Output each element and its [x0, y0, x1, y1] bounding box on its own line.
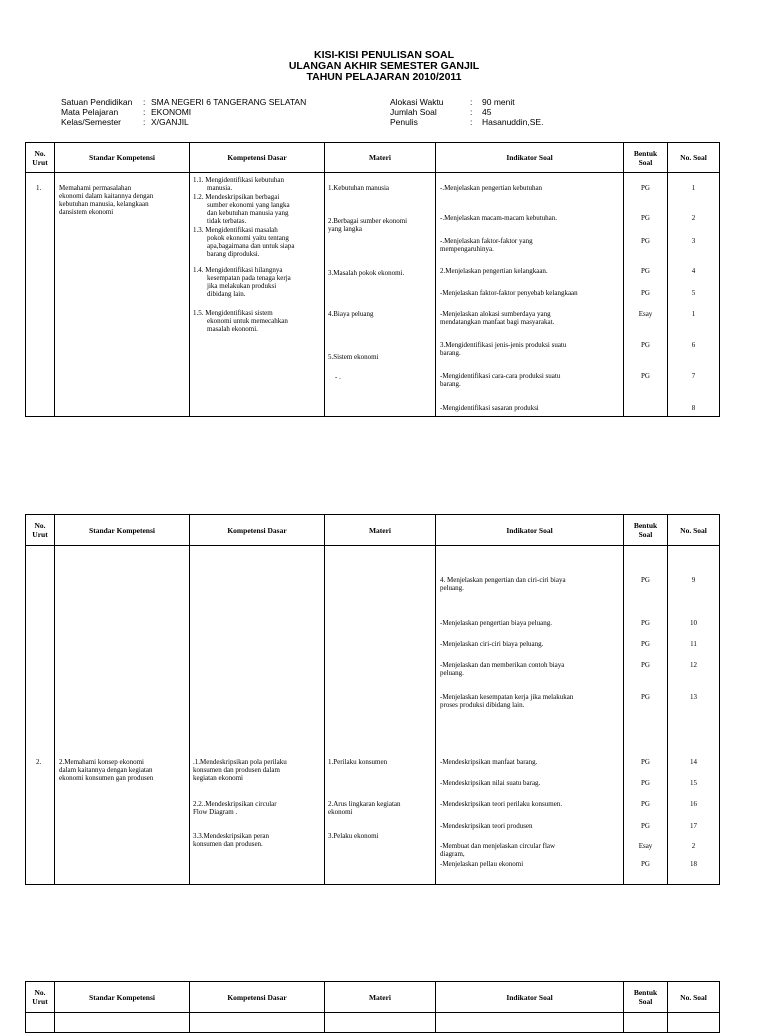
- header-bentuk: [624, 143, 668, 173]
- header-no-urut: [26, 982, 55, 1013]
- text-line: dibidang lain.: [207, 290, 246, 298]
- header-text: Soal: [638, 530, 653, 539]
- cell-standar: [55, 546, 190, 885]
- text-line: 1.3. Mengidentifikasi masalah: [193, 226, 278, 234]
- meta-label: Jumlah Soal: [390, 107, 437, 117]
- header-materi: Materi: [325, 515, 436, 546]
- bentuk-soal: PG: [641, 860, 650, 868]
- table-header-row: [26, 982, 720, 1013]
- header-text: Urut: [32, 997, 48, 1006]
- text-line: kegiatan ekonomi: [193, 774, 243, 782]
- kompetensi-item: [193, 309, 288, 333]
- text-line: -.Menjelaskan pengertian kebutuhan: [440, 184, 543, 192]
- meta-sep: :: [470, 117, 473, 127]
- kompetensi-item: [193, 193, 290, 225]
- meta-sep: :: [470, 97, 473, 107]
- indikator-item: [440, 860, 622, 868]
- nomor-soal: 12: [690, 661, 697, 669]
- indikator-item: [440, 289, 622, 297]
- meta-sep: :: [470, 107, 473, 117]
- meta-right: [390, 97, 543, 127]
- indikator-item: [440, 372, 622, 388]
- indikator-item: [440, 237, 622, 253]
- kompetensi-item: [193, 176, 284, 192]
- cell-indikator: [436, 546, 624, 885]
- nomor-soal: 2: [691, 842, 696, 850]
- text-line: jika melakukan produksi: [207, 282, 277, 290]
- meta-row: [61, 97, 306, 107]
- cell-bentuk: [624, 173, 668, 417]
- text-line: kebutuhan manusia, kelangkaan: [59, 200, 149, 208]
- text-line: 1.5. Mengidentifikasi sistem: [193, 309, 273, 317]
- nomor-soal: 1: [691, 310, 696, 318]
- cell-standar: [55, 173, 190, 417]
- meta-sep: :: [143, 97, 146, 107]
- nomor-soal: 1: [691, 184, 696, 192]
- bentuk-soal: Esay: [638, 310, 653, 318]
- text-line: 2.Menjelaskan pengertian kelangkaan.: [440, 267, 548, 275]
- text-line: 3.Pelaku ekonomi: [328, 832, 379, 840]
- text-line: mempengaruhinya.: [440, 245, 494, 253]
- table-header-row: [26, 143, 720, 173]
- bentuk-soal: PG: [641, 661, 650, 669]
- nomor-soal: 17: [690, 822, 697, 830]
- indikator-item: [440, 619, 622, 627]
- text-line: -.Menjelaskan macam-macam kebutuhan.: [440, 214, 558, 222]
- text-line: 1.4. Mengidentifikasi hilangnya: [193, 266, 283, 274]
- text-line: peluang.: [440, 584, 464, 592]
- indikator-item: [440, 842, 622, 858]
- standar-text: [59, 184, 153, 216]
- text-line: barang.: [440, 349, 461, 357]
- text-line: 1.Kebutuhan manusia: [328, 184, 390, 192]
- cell-no-soal: [668, 173, 720, 417]
- text-line: 2.Arus lingkaran kegiatan: [328, 800, 401, 808]
- materi-item: [328, 758, 387, 766]
- meta-label: Satuan Pendidikan: [61, 97, 133, 107]
- text-line: manusia.: [207, 184, 233, 192]
- text-line: 3.Mengidentifikasi jenis-jenis produksi suatu: [440, 341, 567, 349]
- bentuk-soal: PG: [641, 640, 650, 648]
- header-materi: Materi: [325, 982, 436, 1013]
- indikator-item: [440, 758, 622, 766]
- materi-item: [328, 217, 407, 233]
- text-line: kesempatan pada tenaga kerja: [207, 274, 291, 282]
- text-line: -Menjelaskan dan memberikan contoh biaya: [440, 661, 565, 669]
- cell-no: [26, 173, 55, 417]
- header-no-urut: [26, 515, 55, 546]
- indikator-item: [440, 693, 622, 709]
- text-line: 2.Berbagai sumber ekonomi: [328, 217, 408, 225]
- header-indikator: Indikator Soal: [436, 143, 624, 173]
- header-indikator: Indikator Soal: [436, 515, 624, 546]
- text-line: konsumen dan produsen.: [193, 840, 263, 848]
- text-line: -.Menjelaskan faktor-faktor yang: [440, 237, 533, 245]
- meta-row: [390, 97, 543, 107]
- text-line: barang diproduksi.: [207, 250, 260, 258]
- text-line: -Mendeskripsikan teori produsen: [440, 822, 533, 830]
- nomor-soal: 5: [691, 289, 696, 297]
- nomor-soal: 9: [691, 576, 696, 584]
- bentuk-soal: PG: [641, 758, 650, 766]
- materi-item: [328, 832, 379, 840]
- text-line: konsumen dan produsen dalam: [193, 766, 280, 774]
- text-line: 4.Biaya peluang: [328, 310, 374, 318]
- header-text: Soal: [638, 997, 653, 1006]
- text-line: dan kebutuhan manusia yang: [207, 209, 289, 217]
- bentuk-soal: PG: [641, 779, 650, 787]
- bentuk-soal: PG: [641, 341, 650, 349]
- header-text: Urut: [32, 157, 48, 167]
- header-indikator: Indikator Soal: [436, 982, 624, 1013]
- text-line: ekonomi: [328, 808, 353, 816]
- text-line: mendatangkan manfaat bagi masyarakat.: [440, 318, 555, 326]
- title-line-3: TAHUN PELAJARAN 2010/2011: [306, 71, 462, 83]
- header-standar: Standar Kompetensi: [55, 515, 190, 546]
- kompetensi-item: [193, 226, 294, 258]
- text-line: sumber ekonomi yang langka: [207, 201, 290, 209]
- title-line-2: ULANGAN AKHIR SEMESTER GANJIL: [288, 60, 480, 72]
- header-bentuk: [624, 515, 668, 546]
- indikator-item: [440, 779, 622, 787]
- text-line: -Menjelaskan faktor-faktor penyebab kelangkaan: [440, 289, 578, 297]
- bentuk-soal: PG: [641, 289, 650, 297]
- nomor-soal: 6: [691, 341, 696, 349]
- header-standar: Standar Kompetensi: [55, 143, 190, 173]
- text-line: -Menjelaskan pellau ekonomi: [440, 860, 524, 868]
- header-kompetensi: Kompetensi Dasar: [190, 143, 325, 173]
- text-line: peluang.: [440, 669, 464, 677]
- cell-kompetensi: [190, 546, 325, 885]
- text-line: proses produksi dibidang lain.: [440, 701, 525, 709]
- text-line: 2.2..Mendeskripsikan circular: [193, 800, 277, 808]
- text-line: -Menjelaskan ciri-ciri biaya peluang.: [440, 640, 544, 648]
- indikator-item: [440, 576, 622, 592]
- meta-label: Kelas/Semester: [61, 117, 121, 127]
- header-no-soal: No. Soal: [668, 143, 720, 173]
- bentuk-soal: PG: [641, 693, 650, 701]
- meta-value: X/GANJIL: [151, 117, 189, 127]
- text-line: 5.Sistem ekonomi: [328, 353, 379, 361]
- header-kompetensi: Kompetensi Dasar: [190, 515, 325, 546]
- header-no-soal: No. Soal: [668, 515, 720, 546]
- materi-item: [328, 310, 374, 318]
- title-line-1: KISI-KISI PENULISAN SOAL: [313, 49, 454, 61]
- text-line: -Mendeskripsikan nilai suatu barag.: [440, 779, 541, 787]
- header-text: Bentuk: [633, 988, 658, 997]
- indikator-item: [440, 640, 622, 648]
- cell-indikator: [436, 173, 624, 417]
- indikator-item: [440, 184, 622, 192]
- cell-materi: [325, 546, 436, 885]
- text-line: pokok ekonomi yaitu tentang: [207, 234, 289, 242]
- indikator-item: [440, 822, 622, 830]
- nomor-soal: 15: [690, 779, 697, 787]
- header-kompetensi: Kompetensi Dasar: [190, 982, 325, 1013]
- text-line: - .: [335, 373, 341, 381]
- kompetensi-item: [193, 758, 287, 782]
- text-line: -Menjelaskan pengertian biaya peluang.: [440, 619, 552, 627]
- cell-bentuk: [624, 546, 668, 885]
- cell-materi: [325, 173, 436, 417]
- meta-sep: :: [143, 117, 146, 127]
- header-bentuk: [624, 982, 668, 1013]
- kompetensi-item: [193, 832, 269, 848]
- meta-label: Mata Pelajaran: [61, 107, 119, 117]
- meta-value: EKONOMI: [151, 107, 192, 117]
- header-no-soal: No. Soal: [668, 982, 720, 1013]
- kisi-table-3: [25, 981, 720, 1033]
- bentuk-soal: PG: [641, 372, 650, 380]
- text-line: Memahami permasalahan: [59, 184, 132, 192]
- bentuk-soal: PG: [641, 822, 650, 830]
- text-line: diagram,: [440, 850, 465, 858]
- nomor-soal: 4: [691, 267, 696, 275]
- table-body-row: [26, 1013, 720, 1033]
- text-line: 4. Menjelaskan pengertian dan ciri-ciri biaya: [440, 576, 566, 584]
- bentuk-soal: PG: [641, 184, 650, 192]
- meta-row: [390, 117, 543, 127]
- text-line: ekonomi konsumen gan produsen: [59, 774, 154, 782]
- meta-value: 90 menit: [482, 97, 515, 107]
- meta-left: [61, 97, 306, 127]
- indikator-item: [440, 267, 622, 275]
- row-number: 2.: [36, 758, 42, 766]
- table-header-row: [26, 515, 720, 546]
- standar-text: [59, 758, 153, 782]
- text-line: 3.3.Mendeskripsikan peran: [193, 832, 270, 840]
- nomor-soal: 8: [691, 404, 696, 412]
- header-text: Soal: [638, 157, 653, 167]
- text-line: dalam kaitannya dengan kegiatan: [59, 766, 153, 774]
- materi-item: [335, 373, 341, 381]
- text-line: ekonomi untuk memecahkan: [207, 317, 288, 325]
- meta-value: 45: [482, 107, 492, 117]
- materi-item: [328, 353, 379, 361]
- cell-kompetensi: [190, 173, 325, 417]
- kisi-table-2: [25, 514, 720, 885]
- bentuk-soal: PG: [641, 267, 650, 275]
- kisi-table-1: [25, 142, 720, 417]
- header-text: No.: [34, 988, 46, 997]
- nomor-soal: 13: [690, 693, 697, 701]
- bentuk-soal: PG: [641, 237, 650, 245]
- text-line: -Mengidentifikasi cara-cara produksi suatu: [440, 372, 561, 380]
- text-line: -Mengidentifikasi sasaran produksi: [440, 404, 539, 412]
- meta-sep: :: [143, 107, 146, 117]
- nomor-soal: 11: [690, 640, 697, 648]
- nomor-soal: 18: [690, 860, 697, 868]
- meta-value: SMA NEGERI 6 TANGERANG SELATAN: [151, 97, 307, 107]
- header-standar: Standar Kompetensi: [55, 982, 190, 1013]
- text-line: -Mendeskripsikan teori perilaku konsumen.: [440, 800, 563, 808]
- text-line: 3.Masalah pokok ekonomi.: [328, 269, 405, 277]
- kompetensi-item: [193, 266, 291, 298]
- text-line: dansistem ekonomi: [59, 208, 114, 216]
- text-line: tidak terbatas.: [207, 217, 247, 225]
- text-line: -Menjelaskan alokasi sumberdaya yang: [440, 310, 551, 318]
- meta-row: [61, 107, 306, 117]
- bentuk-soal: PG: [641, 214, 650, 222]
- text-line: .1.Mendeskripsikan pola perilaku: [193, 758, 287, 766]
- text-line: ekonomi dalam kaitannya dengan: [59, 192, 154, 200]
- header-text: Bentuk: [633, 521, 658, 530]
- bentuk-soal: Esay: [638, 842, 653, 850]
- bentuk-soal: PG: [641, 576, 650, 584]
- nomor-soal: 2: [691, 214, 696, 222]
- meta-row: [61, 117, 306, 127]
- meta-label: Alokasi Waktu: [390, 97, 444, 107]
- text-line: barang.: [440, 380, 461, 388]
- indikator-item: [440, 800, 622, 808]
- header-no-urut: [26, 143, 55, 173]
- text-line: 1.1. Mengidentifikasi kebutuhan: [193, 176, 284, 184]
- text-line: -Mendeskripsikan manfaat barang.: [440, 758, 538, 766]
- table-body-row: [26, 546, 720, 885]
- cell-no-soal: [668, 546, 720, 885]
- indikator-item: [440, 661, 622, 677]
- nomor-soal: 3: [691, 237, 696, 245]
- indikator-item: [440, 214, 622, 222]
- text-line: -Membuat dan menjelaskan circular flaw: [440, 842, 556, 850]
- nomor-soal: 10: [690, 619, 697, 627]
- header-materi: Materi: [325, 143, 436, 173]
- materi-item: [328, 800, 401, 816]
- kompetensi-item: [193, 800, 277, 816]
- meta-row: [390, 107, 543, 117]
- nomor-soal: 14: [690, 758, 697, 766]
- document-title: [0, 50, 768, 83]
- bentuk-soal: PG: [641, 800, 650, 808]
- header-text: No.: [34, 148, 46, 158]
- indikator-item: [440, 341, 622, 357]
- header-text: No.: [34, 521, 46, 530]
- cell-no: [26, 546, 55, 885]
- text-line: masalah ekonomi.: [207, 325, 258, 333]
- nomor-soal: 16: [690, 800, 697, 808]
- text-line: 1.2. Mendeskripsikan berbagai: [193, 193, 280, 201]
- text-line: yang langka: [328, 225, 363, 233]
- row-number: 1.: [36, 184, 42, 192]
- header-text: Urut: [32, 530, 48, 539]
- text-line: -Menjelaskan kesempatan kerja jika melakukan: [440, 693, 574, 701]
- indikator-item: [440, 404, 622, 412]
- materi-item: [328, 269, 404, 277]
- meta-label: Penulis: [390, 117, 418, 127]
- table-body-row: [26, 173, 720, 417]
- meta-value: Hasanuddin,SE.: [482, 117, 544, 127]
- nomor-soal: 7: [691, 372, 696, 380]
- text-line: Flow Diagram .: [193, 808, 238, 816]
- text-line: 2.Memahami konsep ekonomi: [59, 758, 144, 766]
- text-line: apa,bagaimana dan untuk siapa: [207, 242, 295, 250]
- bentuk-soal: PG: [641, 619, 650, 627]
- header-text: Bentuk: [633, 148, 658, 158]
- materi-item: [328, 184, 389, 192]
- indikator-item: [440, 310, 622, 326]
- text-line: 1.Perilaku konsumen: [328, 758, 388, 766]
